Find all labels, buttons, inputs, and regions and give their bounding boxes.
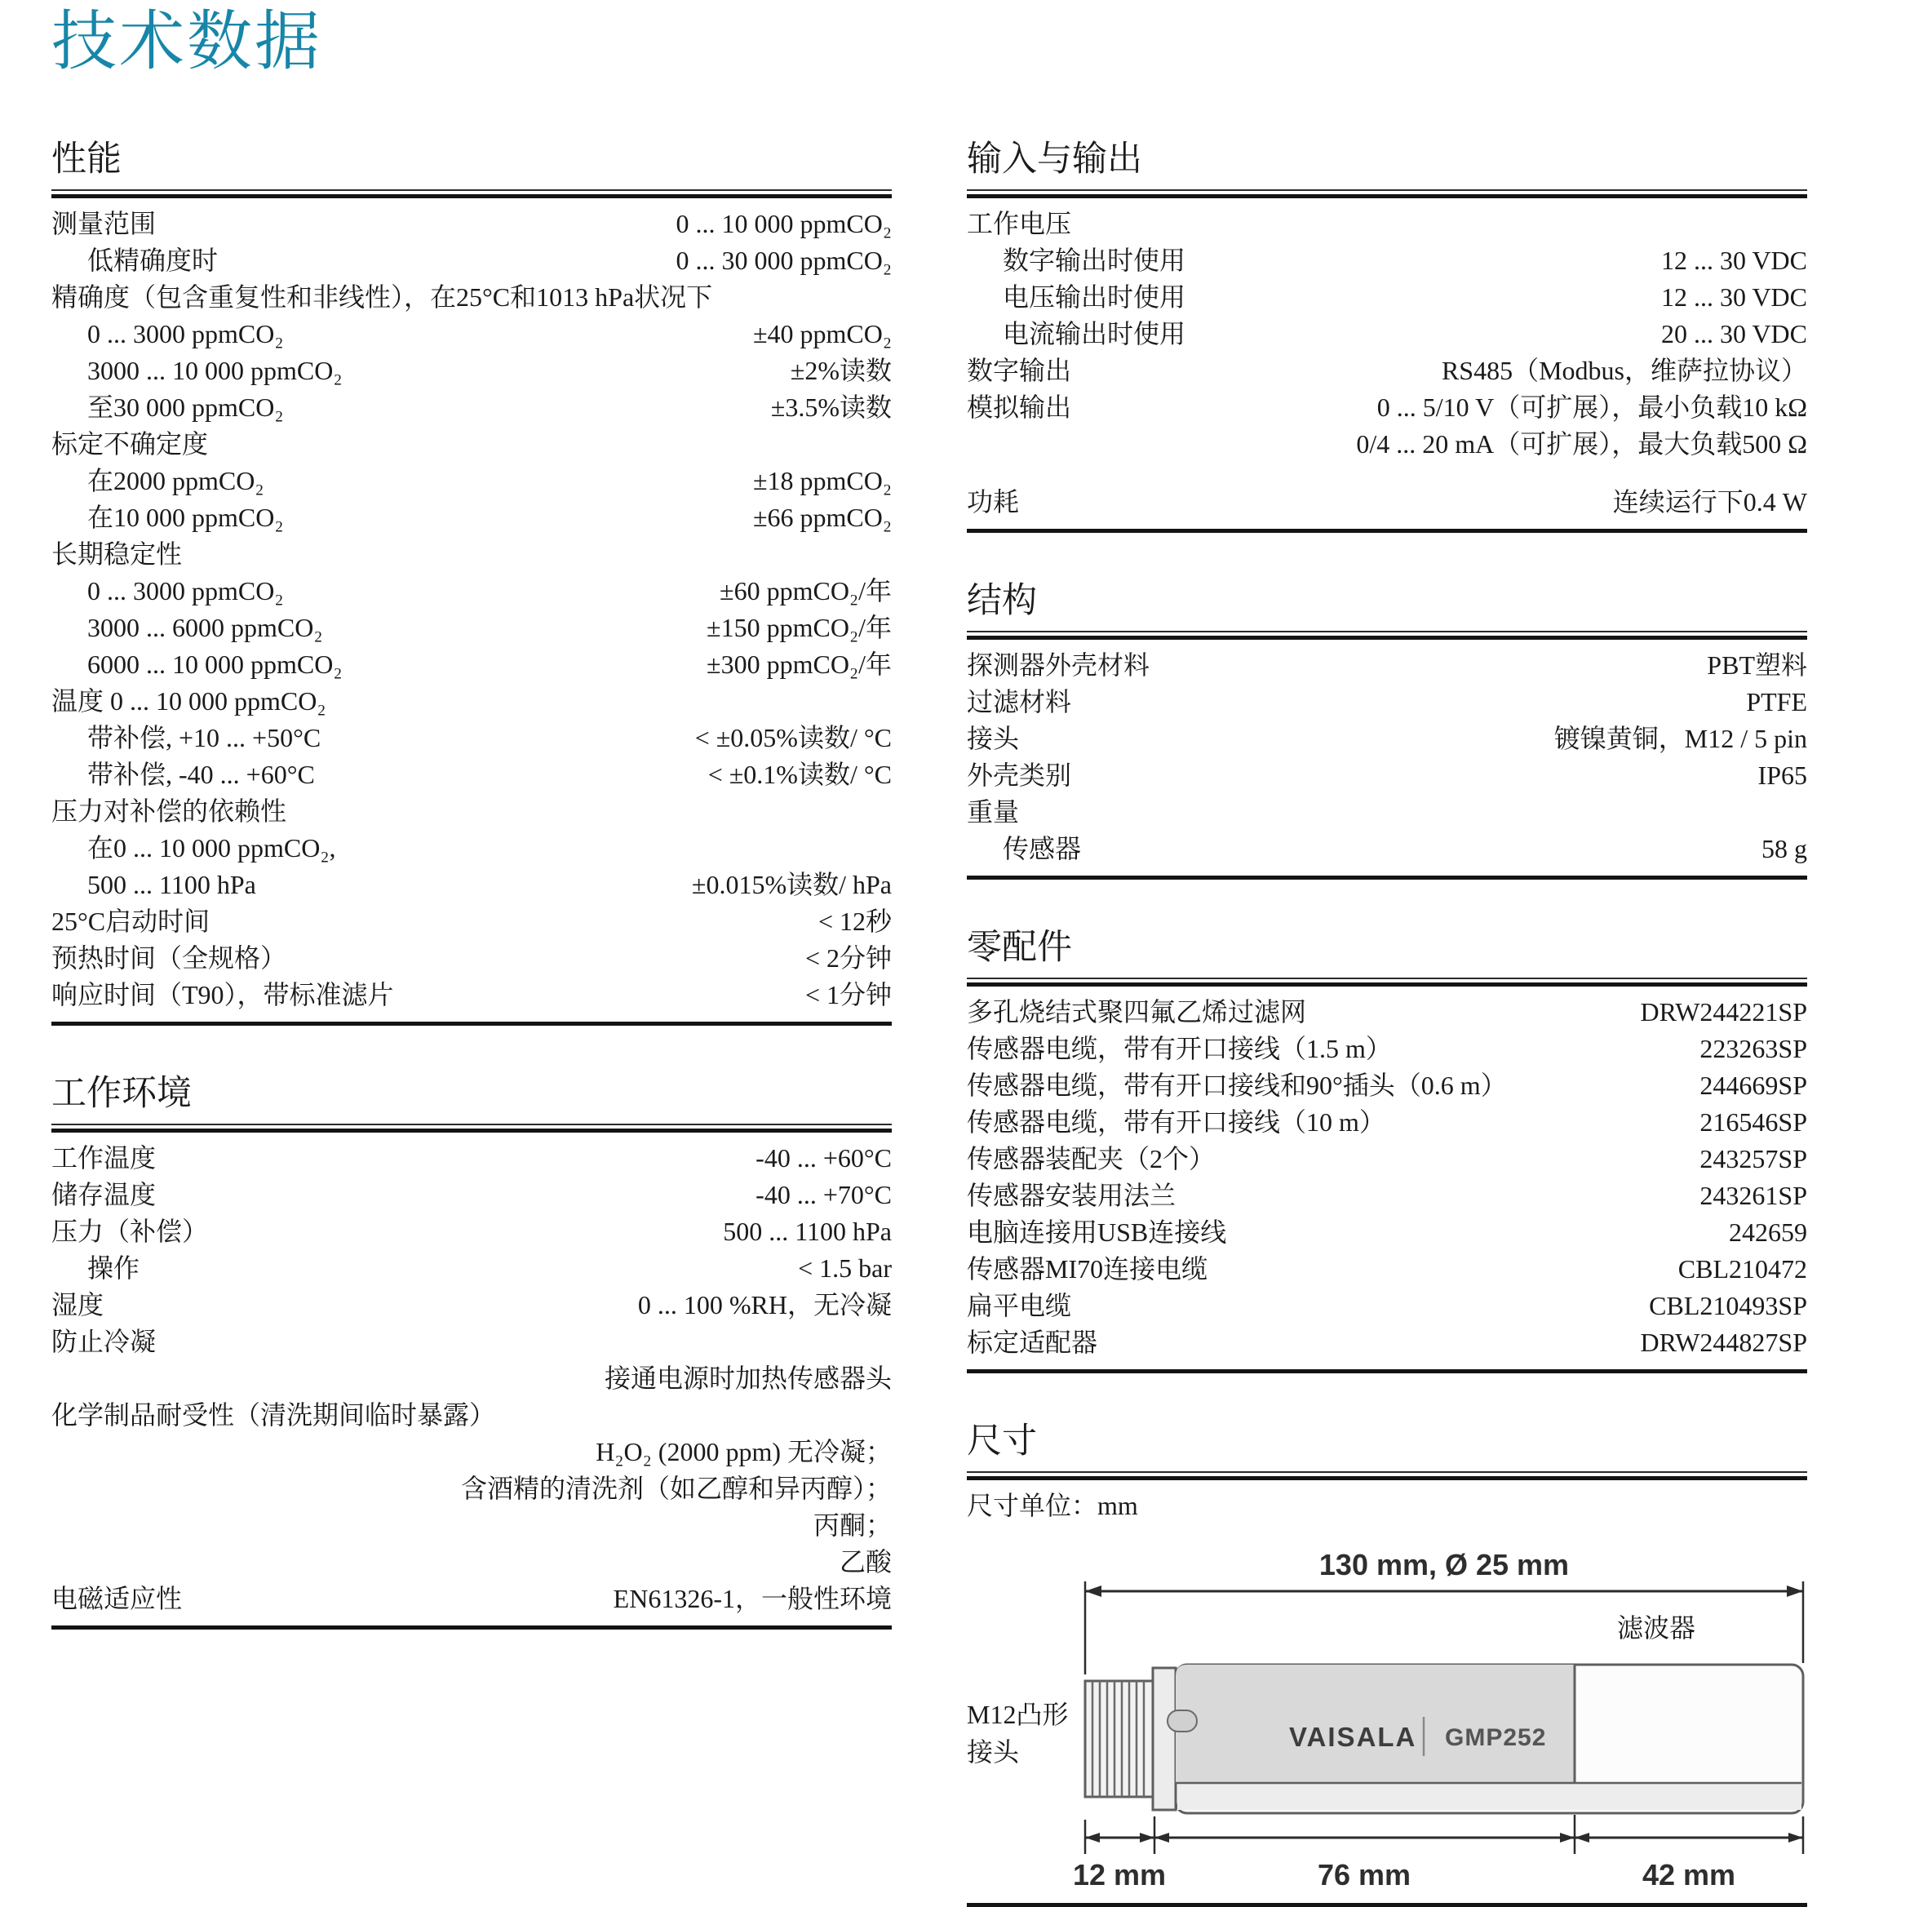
spec-row — [967, 684, 1807, 721]
row-value: ±18 ppmCO₂ — [752, 466, 892, 495]
row-value: < 2分钟 — [804, 943, 892, 973]
row-value: CBL210493SP — [1649, 1291, 1807, 1320]
row-label: 压力对补偿的依赖性 — [51, 796, 287, 826]
row-label: 预热时间（全规格） — [51, 943, 287, 973]
spec-row — [967, 279, 1807, 316]
spec-row — [51, 206, 892, 242]
spec-row — [51, 573, 892, 610]
row-value: 500 ... 1100 hPa — [723, 1217, 892, 1246]
spec-row — [51, 903, 892, 940]
row-label: 储存温度 — [51, 1180, 157, 1209]
section-bottom-rule — [967, 1369, 1807, 1373]
row-value: 0 ... 100 %RH，无冷凝 — [637, 1290, 892, 1319]
row-label: 工作电压 — [967, 209, 1072, 238]
spec-row — [967, 1141, 1807, 1177]
row-label: 标定适配器 — [967, 1328, 1098, 1357]
row-value: ±60 ppmCO₂/年 — [720, 576, 892, 605]
row-label: 0 ... 3000 ppmCO₂ — [87, 576, 284, 605]
spec-row — [967, 353, 1807, 389]
section-spare-parts — [967, 925, 1807, 1373]
section-title-performance: 性能 — [51, 140, 122, 179]
row-value: 乙酸 — [839, 1547, 892, 1577]
section-bottom-rule — [967, 529, 1807, 533]
probe-dimension-drawing — [967, 1542, 1807, 1895]
row-label: 数字输出 — [967, 356, 1072, 385]
section-rows — [967, 198, 1807, 521]
row-label: 精确度（包含重复性和非线性），在25°C和1013 hPa状况下 — [51, 282, 713, 312]
row-value: 12 ... 30 VDC — [1661, 246, 1807, 275]
model-label: GMP252 — [1445, 1724, 1547, 1751]
row-label: 操作 — [87, 1253, 140, 1283]
row-label: 低精确度时 — [87, 246, 219, 275]
spec-row — [967, 1288, 1807, 1324]
row-value: 0 ... 5/10 V（可扩展），最小负载10 kΩ — [1376, 392, 1807, 422]
row-label: 0 ... 3000 ppmCO₂ — [87, 319, 284, 348]
row-label: 化学制品耐受性（清洗期间临时暴露） — [51, 1400, 496, 1430]
row-value: 0 ... 10 000 ppmCO₂ — [676, 209, 892, 238]
row-label: 传感器装配夹（2个） — [967, 1144, 1216, 1173]
spec-row — [51, 242, 892, 279]
row-value: 丙酮； — [813, 1510, 892, 1540]
row-value: < 12秒 — [818, 907, 892, 936]
spec-row — [967, 1251, 1807, 1288]
row-label: 温度 0 ... 10 000 ppmCO₂ — [51, 686, 326, 716]
spec-row — [51, 1581, 892, 1617]
row-value: 0/4 ... 20 mA（可扩展），最大负载500 Ω — [1356, 429, 1807, 459]
left-column — [51, 137, 892, 1630]
row-label: 长期稳定性 — [51, 539, 183, 569]
section-header-rule — [967, 189, 1807, 198]
page-title: 技术数据 — [51, 7, 322, 78]
row-label: 传感器安装用法兰 — [967, 1181, 1176, 1210]
spec-row — [51, 1177, 892, 1213]
body-dim-label: 76 mm — [1317, 1858, 1411, 1891]
header-rule-thin — [967, 189, 1807, 191]
spec-row — [967, 794, 1807, 831]
row-label: 25°C启动时间 — [51, 907, 210, 936]
row-label: 电脑连接用USB连接线 — [967, 1217, 1227, 1247]
row-label: 电磁适应性 — [51, 1584, 183, 1613]
row-label: 电流输出时使用 — [1003, 319, 1186, 348]
row-label: 尺寸单位：mm — [967, 1491, 1138, 1520]
spec-row — [967, 1177, 1807, 1214]
spec-row — [51, 1470, 892, 1507]
row-label: 接头 — [967, 724, 1020, 753]
section-rows — [51, 198, 892, 1013]
row-value: EN61326-1，一般性环境 — [613, 1584, 892, 1613]
section-header-rule — [967, 978, 1807, 987]
row-label: 标定不确定度 — [51, 429, 209, 459]
spec-row — [51, 867, 892, 903]
row-value: 216546SP — [1699, 1107, 1807, 1137]
row-label: 至30 000 ppmCO₂ — [87, 392, 284, 422]
connector-label-line1: M12凸形 — [967, 1700, 1069, 1729]
row-value: 242659 — [1729, 1217, 1807, 1247]
row-value: < ±0.05%读数/ °C — [694, 723, 892, 752]
row-label: 传感器 — [1003, 834, 1082, 863]
row-value: ±2%读数 — [790, 356, 892, 385]
spec-row — [967, 426, 1807, 463]
row-value: 58 g — [1761, 834, 1807, 863]
spec-row — [51, 610, 892, 646]
row-label: 防止冷凝 — [51, 1327, 157, 1356]
spec-row — [51, 1140, 892, 1177]
spec-row — [51, 536, 892, 573]
row-label: 数字输出时使用 — [1003, 246, 1186, 275]
filter-dim-label: 42 mm — [1642, 1858, 1736, 1891]
section-title-spare-parts: 零配件 — [967, 929, 1072, 967]
spec-row — [51, 1360, 892, 1397]
datasheet-page — [0, 5, 1932, 1891]
spec-row — [51, 683, 892, 720]
row-value: 244669SP — [1699, 1071, 1807, 1100]
header-rule-thin — [967, 631, 1807, 632]
arrowhead — [1788, 1833, 1803, 1843]
arrowhead — [1140, 1833, 1154, 1843]
section-dimensions — [967, 1419, 1807, 1907]
header-rule-thin — [967, 1471, 1807, 1473]
row-label: 功耗 — [967, 487, 1020, 517]
row-label: 响应时间（T90），带标准滤片 — [51, 980, 394, 1009]
row-value: ±66 ppmCO₂ — [752, 503, 892, 532]
section-header-rule — [51, 1124, 892, 1133]
columns — [51, 137, 1807, 1907]
spec-row — [967, 994, 1807, 1031]
arrowhead — [1085, 1833, 1100, 1843]
connector-label-line2: 接头 — [967, 1737, 1020, 1767]
row-label: 带补偿, +10 ... +50°C — [87, 723, 321, 752]
row-value: DRW244827SP — [1640, 1328, 1807, 1357]
row-label: 测量范围 — [51, 209, 157, 238]
spec-row — [967, 757, 1807, 794]
arrowhead — [1560, 1833, 1575, 1843]
row-value: < ±0.1%读数/ °C — [707, 760, 892, 789]
spec-row — [967, 647, 1807, 684]
spec-row — [51, 793, 892, 830]
row-label: 在2000 ppmCO₂ — [87, 466, 264, 495]
section-mechanics — [967, 579, 1807, 880]
row-value: -40 ... +70°C — [756, 1180, 892, 1209]
spec-row — [51, 279, 892, 316]
total-length-label: 130 mm, Ø 25 mm — [1318, 1548, 1570, 1581]
spec-row — [51, 1213, 892, 1250]
header-rule-thin — [51, 1124, 892, 1125]
row-value: DRW244221SP — [1640, 997, 1807, 1027]
spec-row — [967, 1067, 1807, 1104]
row-value: 20 ... 30 VDC — [1661, 319, 1807, 348]
filter-label: 滤波器 — [1616, 1613, 1696, 1643]
row-value: ±3.5%读数 — [770, 392, 892, 422]
spec-row — [967, 484, 1807, 521]
arrowhead — [1575, 1833, 1589, 1843]
spec-row — [967, 1324, 1807, 1361]
row-label: 传感器电缆，带有开口接线和90°插头（0.6 m） — [967, 1071, 1507, 1100]
spec-row — [51, 353, 892, 389]
locating-nub — [1168, 1710, 1197, 1732]
vaisala-logo: VAISALA — [1289, 1722, 1417, 1752]
spec-row — [51, 940, 892, 977]
spec-row — [51, 463, 892, 499]
section-bottom-rule — [967, 1903, 1807, 1907]
row-value: PBT塑料 — [1707, 650, 1807, 680]
section-bottom-rule — [967, 876, 1807, 880]
section-rows — [967, 640, 1807, 867]
row-value: 0 ... 30 000 ppmCO₂ — [676, 246, 892, 275]
row-label: 工作温度 — [51, 1143, 157, 1173]
row-value: -40 ... +60°C — [756, 1143, 892, 1173]
probe-drawing — [1085, 1665, 1803, 1813]
row-value: ±150 ppmCO₂/年 — [707, 613, 892, 642]
row-label: 多孔烧结式聚四氟乙烯过滤网 — [967, 997, 1307, 1027]
row-value: 接通电源时加热传感器头 — [604, 1364, 892, 1393]
row-label: 3000 ... 10 000 ppmCO₂ — [87, 356, 343, 385]
spec-row — [51, 1324, 892, 1360]
spec-row — [967, 206, 1807, 242]
row-label: 3000 ... 6000 ppmCO₂ — [87, 613, 323, 642]
section-title-mechanics: 结构 — [967, 582, 1037, 620]
section-header-rule — [967, 1471, 1807, 1480]
spec-row — [51, 1287, 892, 1324]
spec-row — [51, 756, 892, 793]
row-label: 在10 000 ppmCO₂ — [87, 503, 284, 532]
row-value: 镀镍黄铜，M12 / 5 pin — [1553, 724, 1807, 753]
spec-row — [51, 1507, 892, 1544]
section-title-inputs-outputs: 输入与输出 — [967, 140, 1142, 179]
section-title-dimensions: 尺寸 — [967, 1422, 1037, 1461]
spec-row — [51, 499, 892, 536]
spec-row — [967, 1488, 1807, 1524]
row-label: 传感器MI70连接电缆 — [967, 1254, 1208, 1284]
row-label: 湿度 — [51, 1290, 104, 1319]
spec-row — [967, 1214, 1807, 1251]
section-performance — [51, 137, 892, 1026]
header-rule-thin — [51, 189, 892, 191]
row-label: 重量 — [967, 797, 1020, 827]
bottom-sleeve-band — [1177, 1784, 1801, 1810]
row-value: < 1分钟 — [804, 980, 892, 1009]
spec-row — [51, 720, 892, 756]
row-value: ±0.015%读数/ hPa — [691, 870, 892, 899]
right-column — [967, 137, 1807, 1907]
spec-row — [51, 389, 892, 426]
section-bottom-rule — [51, 1022, 892, 1026]
section-header-rule — [51, 189, 892, 198]
row-value: 243257SP — [1699, 1144, 1807, 1173]
row-label: 过滤材料 — [967, 687, 1072, 716]
m12-thread — [1085, 1681, 1153, 1797]
row-label: 压力（补偿） — [51, 1217, 209, 1246]
row-label: 传感器电缆，带有开口接线（1.5 m） — [967, 1034, 1392, 1063]
connector-dim-label: 12 mm — [1072, 1858, 1167, 1891]
spec-row — [51, 977, 892, 1013]
row-label: 带补偿, -40 ... +60°C — [87, 760, 315, 789]
row-value: IP65 — [1757, 761, 1807, 790]
row-value: ±300 ppmCO₂/年 — [707, 650, 892, 679]
row-label: 6000 ... 10 000 ppmCO₂ — [87, 650, 343, 679]
row-value: 223263SP — [1699, 1034, 1807, 1063]
row-label: 在0 ... 10 000 ppmCO₂, — [87, 833, 336, 863]
arrowhead — [1787, 1585, 1803, 1597]
row-value: < 1.5 bar — [798, 1253, 892, 1283]
row-value: 243261SP — [1699, 1181, 1807, 1210]
arrowhead — [1154, 1833, 1169, 1843]
section-header-rule — [967, 631, 1807, 640]
row-value: 12 ... 30 VDC — [1661, 282, 1807, 312]
spec-row — [967, 389, 1807, 426]
row-label: 探测器外壳材料 — [967, 650, 1150, 680]
spec-row — [51, 646, 892, 683]
spec-row — [967, 242, 1807, 279]
spec-row — [51, 1544, 892, 1581]
spec-row — [51, 1434, 892, 1470]
row-label: 模拟输出 — [967, 392, 1072, 422]
row-value: 连续运行下0.4 W — [1612, 487, 1807, 517]
spec-row — [51, 830, 892, 867]
section-inputs-outputs — [967, 137, 1807, 533]
section-title-environment: 工作环境 — [51, 1075, 192, 1113]
row-value: ±40 ppmCO₂ — [752, 319, 892, 348]
dimension-diagram — [967, 1542, 1807, 1895]
arrowhead — [1085, 1585, 1101, 1597]
row-value: 含酒精的清洗剂（如乙醇和异丙醇）； — [460, 1474, 892, 1503]
row-value: H₂O₂ (2000 ppm) 无冷凝； — [596, 1437, 892, 1466]
section-bottom-rule — [51, 1625, 892, 1630]
row-label: 500 ... 1100 hPa — [87, 870, 256, 899]
row-value: CBL210472 — [1677, 1254, 1807, 1284]
row-value: RS485（Modbus，维萨拉协议） — [1441, 356, 1807, 385]
section-rows — [967, 1480, 1807, 1524]
spec-row — [967, 316, 1807, 353]
spec-row — [51, 1397, 892, 1434]
section-rows — [51, 1133, 892, 1617]
spec-row — [51, 426, 892, 463]
row-value: PTFE — [1746, 687, 1807, 716]
header-rule-thin — [967, 978, 1807, 979]
spec-row — [967, 831, 1807, 867]
row-label: 传感器电缆，带有开口接线（10 m） — [967, 1107, 1385, 1137]
spec-row — [967, 721, 1807, 757]
spec-row — [51, 1250, 892, 1287]
spec-row — [967, 1031, 1807, 1067]
section-environment — [51, 1071, 892, 1630]
row-label: 电压输出时使用 — [1003, 282, 1186, 312]
spec-row — [51, 316, 892, 353]
section-rows — [967, 987, 1807, 1361]
row-label: 扁平电缆 — [967, 1291, 1072, 1320]
row-label: 外壳类别 — [967, 761, 1072, 790]
connector-collar — [1153, 1668, 1176, 1810]
spec-row — [967, 1104, 1807, 1141]
